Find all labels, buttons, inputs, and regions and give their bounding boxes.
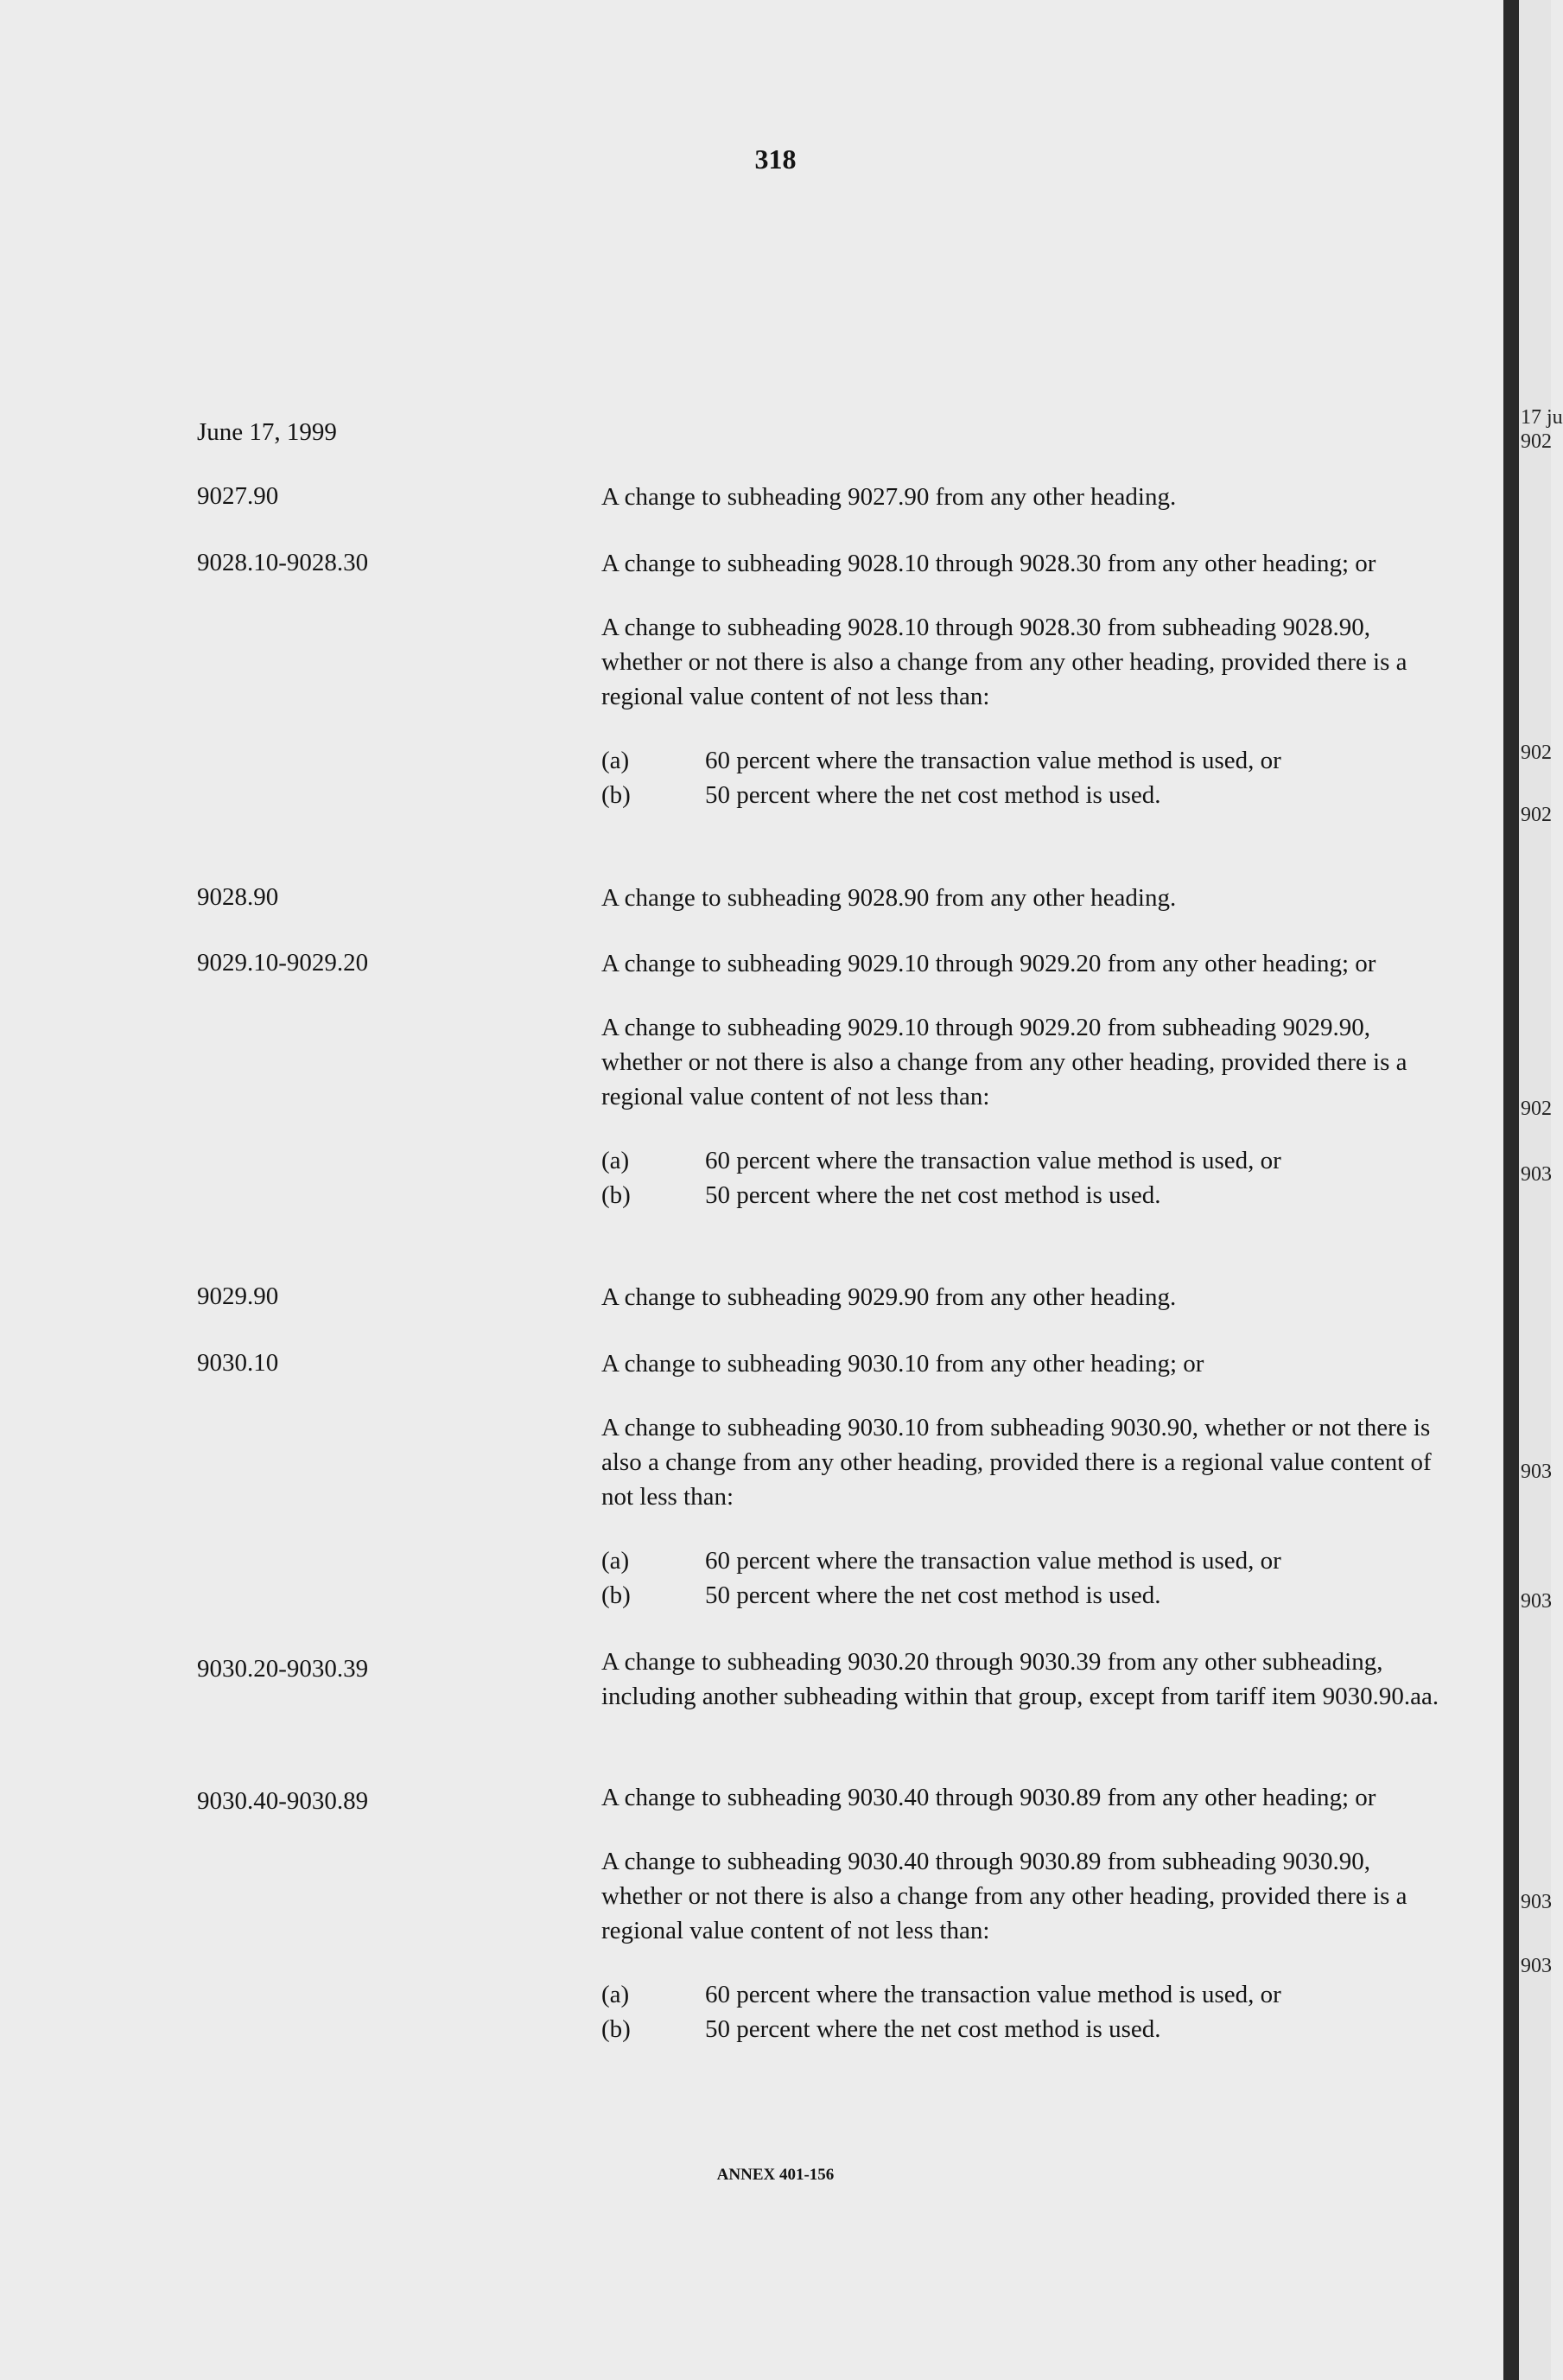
edge-fragment: 902 (1521, 430, 1552, 453)
condition-label: (b) (601, 2015, 631, 2043)
condition-item (601, 1143, 1457, 1178)
condition-item (601, 743, 1457, 778)
condition-text: 50 percent where the net cost method is used. (705, 2015, 1161, 2043)
rule-text (601, 1346, 1457, 1613)
condition-item (601, 778, 1457, 812)
condition-text: 50 percent where the net cost method is used. (705, 781, 1161, 809)
condition-text: 60 percent where the transaction value method is used, or (705, 1547, 1281, 1575)
condition-label: (a) (601, 1981, 630, 2008)
rule-paragraph: A change to subheading 9030.10 from subheading 9030.90, whether or not there is also a change from any other heading, provided there is a regional value content of not less than: (601, 1414, 1432, 1511)
rule-paragraph: A change to subheading 9030.10 from any other heading; or (601, 1350, 1204, 1378)
tariff-code: 9029.90 (197, 1282, 279, 1310)
binding-gutter (1503, 0, 1519, 2380)
rule-paragraph: A change to subheading 9028.90 from any other heading. (601, 884, 1177, 912)
edge-fragment: 902 (1521, 804, 1552, 826)
adjacent-page-edge (1519, 0, 1563, 2380)
rule-paragraph: A change to subheading 9030.40 through 9030.89 from any other heading; or (601, 1784, 1376, 1811)
condition-item (601, 1578, 1457, 1613)
condition-text: 60 percent where the transaction value method is used, or (705, 1981, 1281, 2008)
condition-item (601, 1543, 1457, 1578)
rule-text (601, 881, 1457, 915)
document-date: June 17, 1999 (197, 418, 337, 446)
condition-text: 60 percent where the transaction value method is used, or (705, 747, 1281, 774)
condition-item (601, 2012, 1457, 2046)
condition-text: 60 percent where the transaction value method is used, or (705, 1147, 1281, 1174)
condition-text: 50 percent where the net cost method is used. (705, 1581, 1161, 1609)
tariff-code: 9027.90 (197, 482, 279, 510)
tariff-code: 9030.40-9030.89 (197, 1787, 369, 1815)
rule-text (601, 1280, 1457, 1314)
rule-paragraph: A change to subheading 9029.90 from any other heading. (601, 1283, 1177, 1311)
edge-fragment: 903 (1521, 1955, 1552, 1977)
condition-item (601, 1178, 1457, 1212)
rule-paragraph: A change to subheading 9028.10 through 9028.30 from any other heading; or (601, 550, 1376, 577)
tariff-code: 9028.10-9028.30 (197, 549, 369, 576)
rule-paragraph: A change to subheading 9028.10 through 9028.30 from subheading 9028.90, whether or not there is also a change from any other heading, provided there is a regional value content of not less than: (601, 614, 1407, 710)
condition-label: (a) (601, 1547, 630, 1575)
rule-text (601, 480, 1457, 514)
condition-text: 50 percent where the net cost method is used. (705, 1181, 1161, 1209)
rule-paragraph: A change to subheading 9029.10 through 9029.20 from any other heading; or (601, 950, 1376, 977)
edge-fragment: 902 (1521, 1098, 1552, 1120)
rule-text (601, 546, 1457, 812)
page-footer: ANNEX 401-156 (716, 2166, 835, 2184)
edge-fragment: 903 (1521, 1163, 1552, 1186)
rule-text (601, 1780, 1457, 2046)
edge-fragment: 17 ju (1521, 406, 1563, 429)
edge-fragment: 903 (1521, 1460, 1552, 1483)
edge-fragment: 903 (1521, 1891, 1552, 1913)
rule-paragraph: A change to subheading 9029.10 through 9029.20 from subheading 9029.90, whether or not there is also a change from any other heading, provided there is a regional value content of not less than: (601, 1014, 1407, 1110)
rule-text (601, 946, 1457, 1212)
rule-paragraph: A change to subheading 9027.90 from any other heading. (601, 483, 1177, 511)
rule-text (601, 1645, 1457, 1714)
tariff-code: 9028.90 (197, 883, 279, 911)
tariff-code: 9030.10 (197, 1349, 279, 1377)
condition-item (601, 1977, 1457, 2012)
rule-paragraph: A change to subheading 9030.20 through 9030.39 from any other subheading, including another subheading within that group, except from tariff item 9030.90.aa. (601, 1648, 1439, 1710)
page-number: 318 (754, 143, 797, 175)
edge-fragment: 903 (1521, 1590, 1552, 1613)
condition-label: (b) (601, 1181, 631, 1209)
condition-label: (a) (601, 1147, 630, 1174)
rule-paragraph: A change to subheading 9030.40 through 9030.89 from subheading 9030.90, whether or not there is also a change from any other heading, provided there is a regional value content of not less than: (601, 1848, 1407, 1944)
tariff-code: 9029.10-9029.20 (197, 949, 369, 977)
tariff-code: 9030.20-9030.39 (197, 1655, 369, 1683)
condition-label: (b) (601, 781, 631, 809)
condition-label: (a) (601, 747, 630, 774)
edge-fragment: 902 (1521, 741, 1552, 764)
condition-label: (b) (601, 1581, 631, 1609)
